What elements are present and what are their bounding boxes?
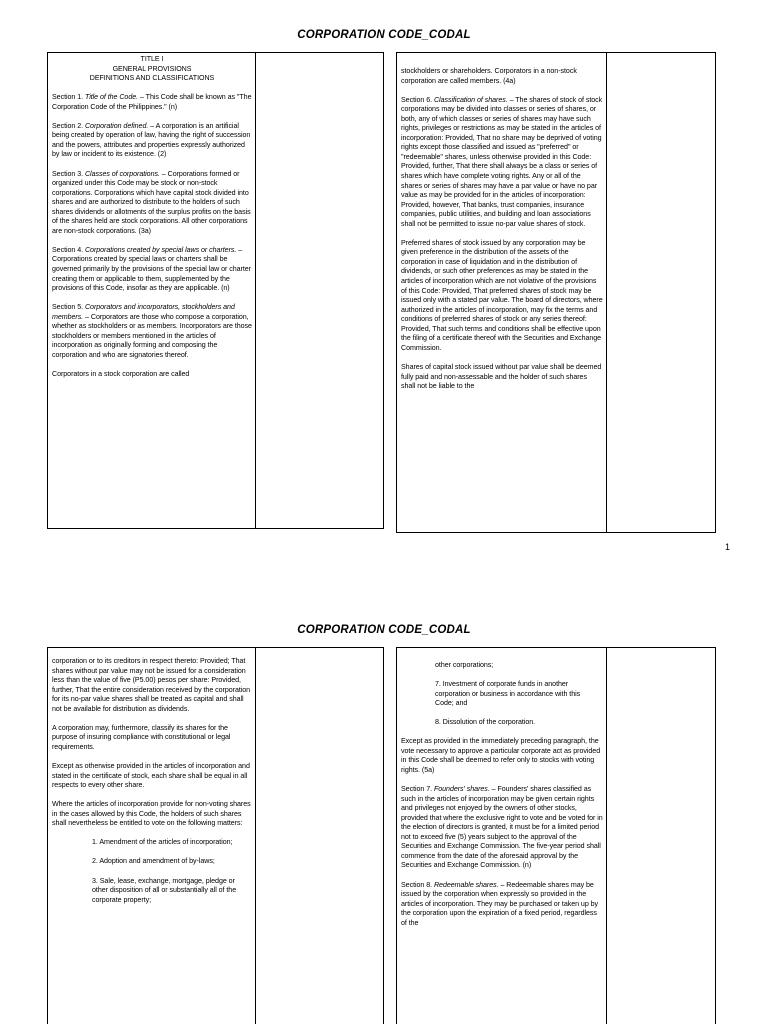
list-item: 1. Amendment of the articles of incorporation; [92,838,233,847]
list-item: 7. Investment of corporate funds in another corporation or business in accordance with this Code; and [435,680,581,708]
list-item: other corporations; [435,661,494,669]
column-divider [255,648,256,1024]
column-divider [606,53,607,532]
column-divider [606,648,607,1024]
title-line: DEFINITIONS AND CLASSIFICATIONS [89,74,215,83]
section-4: Section 4. Corporations created by special laws or charters. – Corporations created by special laws or charters shall be governed primarily by the provisions of the special law or charter creating them or applicable to them, supplemented by the provisions of this Code, insofar as they are applicable. (n) [52,245,251,293]
left-column-text [52,55,252,527]
section-5: Section 5. Corporators and incorporators, stockholders and members. – Corporators are those who compose a corporation, whether as stockholders or as members. Incorporators are those stockholders or members mentioned in the articles of incorporation as originally forming and composing the corporation and who are signatories thereof. [52,303,252,359]
title-line: TITLE I [140,55,164,63]
left-column-text [52,657,254,1024]
page-header: CORPORATION CODE_CODAL [297,29,471,41]
section-8: Section 8. Redeemable shares. – Redeemable shares may be issued by the corporation when expressly so provided in the articles of incorporation. They may be purchased or taken up by the corporation upon the expiration of a fixed period, regardless of the [401,880,599,927]
paragraph: Except as provided in the immediately preceding paragraph, the vote necessary to approve a particular corporate act as provided in this Code shall be deemed to refer only to stocks with voting rights. (5a) [401,737,601,775]
paragraph: Preferred shares of stock issued by any corporation may be given preference in the distribution of the assets of the corporation in case of liquidation and in the distribution of dividends, or such other preferences as may be stated in the articles of incorporation which are not violative of the provisions of this Code: Provided, That preferred shares of stock may be issued only with a stated par value. The board of directors, where authorized in the articles of incorporation, may fix the terms and conditions of preferred shares of stock or any series thereof: Provided, That such terms and conditions shall be effective upon the filing of a certificate thereof with the Securities and Exchange Commission. [401,238,603,352]
section-3: Section 3. Classes of corporations. – Corporations formed or organized under this Code may be stock or non-stock corporations. Corporations which have capital stock divided into shares and are authorized to distribute to the holders of such shares dividends or allotments of the surplus profits on the basis of the shares held are stock corporations. All other corporations are non-stock corporations. (3a) [52,169,251,235]
paragraph: Shares of capital stock issued without par value shall be deemed fully paid and non-assessable and the holder of such shares shall not be liable to the [401,362,602,391]
section-1: Section 1. Title of the Code. – This Code shall be known as "The Corporation Code of the Philippines." (n) [52,93,252,111]
paragraph: A corporation may, furthermore, classify its shares for the purpose of insuring compliance with constitutional or legal requirements. [52,723,231,751]
title-line: GENERAL PROVISIONS [112,64,192,73]
paragraph: Except as otherwise provided in the articles of incorporation and stated in the certificate of stock, each share shall be equal in all respects to every other share. [52,762,250,790]
section-6: Section 6. Classification of shares. – The shares of stock of stock corporations may be divided into classes or series of shares, or both, any of which classes or series of shares may have such rights, privileges or restrictions as may be stated in the articles of incorporation: Provided, That no share may be deprived of voting rights except those classified and issued as "preferred" or "redeemable" shares, unless otherwise provided in this Code: Provided, further, That there shall always be a class or series of shares which have complete voting rights. Any or all of the shares or series of shares may have a par value or have no par value as may be provided for in the articles of incorporation: Provided, however, That banks, trust companies, insurance companies, public utilities, and building and loan associations shall not be permitted to issue no-par value shares of stock. [401,95,603,228]
list-item: 8. Dissolution of the corporation. [435,718,536,727]
paragraph: corporation or to its creditors in respect thereto: Provided; That shares without par value may not be issued for a consideration less than the value of five (P5.00) pesos per share: Provided, further, That the entire consideration received by the corporation for its no-par value shares shall be treated as capital and shall not be available for distribution as dividends. [52,657,251,713]
section-2: Section 2. Corporation defined. – A corporation is an artificial being created by operation of law, having the right of succession and the powers, attributes and properties expressly authorized by law or incident to its existence. (2) [52,121,251,159]
page-header: CORPORATION CODE_CODAL [297,624,471,636]
right-column-text [401,661,603,1024]
paragraph: Where the articles of incorporation provide for non-voting shares in the cases allowed by this Code, the holders of such shares shall nevertheless be entitled to vote on the following matters: [52,800,251,828]
paragraph: stockholders or shareholders. Corporators in a non-stock corporation are called members. (4a) [401,67,577,85]
list-item: 2. Adoption and amendment of by-laws; [92,857,215,866]
page-number: 1 [724,542,730,552]
list-item: 3. Sale, lease, exchange, mortgage, pledge or other disposition of all or substantially all of the corporate property; [92,876,237,904]
column-divider [255,53,256,528]
section-7: Section 7. Founders' shares. – Founders' shares classified as such in the articles of incorporation may be given certain rights and privileges not enjoyed by the owners of other stocks, provided that where the exclusive right to vote and be voted for in the election of directors is granted, it must be for a limited period not to exceed five (5) years subject to the approval of the Securities and Exchange Commission. The five-year period shall commence from the date of the aforesaid approval by the Securities and Exchange Commission. (n) [401,785,603,870]
section-5-continued: Corporators in a stock corporation are called [52,370,190,379]
right-column-text [401,67,603,531]
title-block [52,55,252,84]
